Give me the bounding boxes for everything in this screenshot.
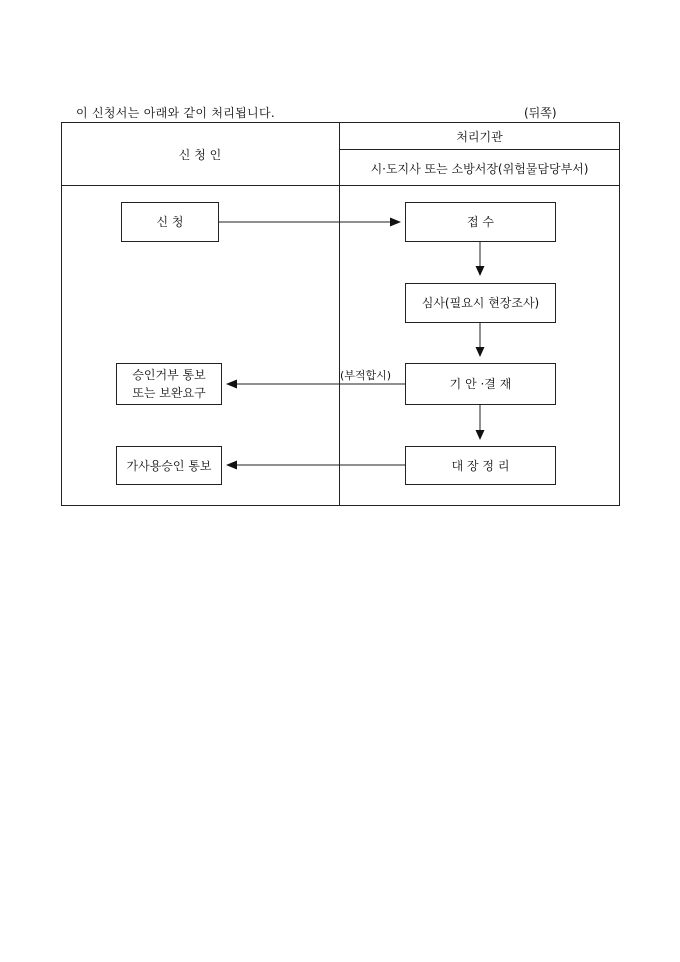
temporary-use-approval-box: 가사용승인 통보 (116, 446, 222, 485)
applicant-column-header: 신 청 인 (178, 148, 222, 162)
arrowhead-ledger-to-approval (226, 461, 237, 470)
reject-notice-line1: 승인거부 통보 (132, 368, 206, 382)
reject-notice-line2: 또는 보완요구 (132, 386, 206, 400)
back-page-label: (뒤쪽) (524, 106, 557, 120)
receipt-box: 접 수 (405, 202, 556, 242)
arrowhead-apply-to-receipt (390, 218, 401, 227)
processor-column-header: 처리기관 (456, 130, 503, 144)
intro-text: 이 신청서는 아래와 같이 처리됩니다. (76, 106, 275, 120)
arrowhead-draft-to-ledger (476, 430, 485, 440)
arrowhead-draft-to-reject (226, 380, 237, 389)
apply-box: 신 청 (121, 202, 219, 242)
review-box: 심사(필요시 현장조사) (405, 283, 556, 323)
processor-column-subheader: 시·도지사 또는 소방서장(위험물담당부서) (370, 162, 589, 176)
nonconformity-note: (부적합시) (340, 369, 392, 382)
draft-approval-box: 기 안 ·결 재 (405, 363, 556, 405)
arrowhead-review-to-draft (476, 347, 485, 357)
ledger-box: 대 장 정 리 (405, 446, 556, 485)
arrowhead-receipt-to-review (476, 266, 485, 276)
